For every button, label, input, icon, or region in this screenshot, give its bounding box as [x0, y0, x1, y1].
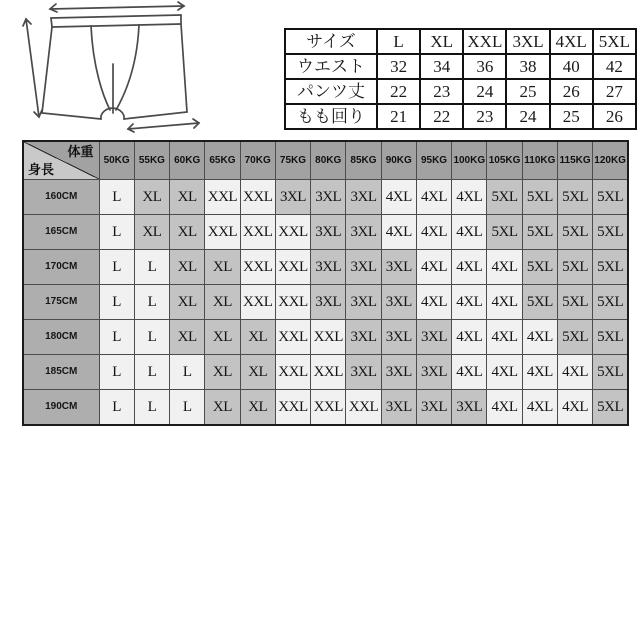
size-cell: XL	[170, 285, 205, 320]
size-cell: 5XL	[557, 285, 592, 320]
size-cell: 4XL	[416, 250, 451, 285]
size-cell: 3XL	[452, 390, 487, 426]
weight-column-header: 115KG	[557, 141, 592, 180]
size-cell: 3XL	[416, 390, 451, 426]
weight-column-header: 95KG	[416, 141, 451, 180]
matrix-row	[23, 215, 628, 250]
size-cell: XL	[170, 320, 205, 355]
spec-value-cell: 36	[463, 54, 506, 79]
height-row-header: 175CM	[23, 285, 99, 320]
size-cell: XXL	[275, 285, 310, 320]
spec-row	[285, 104, 636, 129]
size-cell: 3XL	[346, 215, 381, 250]
size-spec-table-body	[285, 29, 636, 129]
size-cell: XL	[205, 250, 240, 285]
size-cell: L	[134, 285, 169, 320]
size-cell: L	[99, 355, 134, 390]
size-cell: 3XL	[381, 390, 416, 426]
weight-column-header: 120KG	[593, 141, 628, 180]
spec-corner-label: サイズ	[285, 29, 377, 54]
weight-column-header: 90KG	[381, 141, 416, 180]
weight-column-header: 110KG	[522, 141, 557, 180]
size-cell: 5XL	[487, 180, 522, 215]
size-cell: L	[99, 215, 134, 250]
size-cell: 4XL	[557, 355, 592, 390]
height-row-header: 180CM	[23, 320, 99, 355]
boxer-shorts-drawing	[12, 0, 217, 135]
size-cell: 3XL	[311, 250, 346, 285]
spec-value-cell: 32	[377, 54, 420, 79]
size-cell: 4XL	[487, 390, 522, 426]
height-axis-label: 身長	[28, 162, 55, 177]
size-cell: 5XL	[522, 180, 557, 215]
size-cell: L	[134, 250, 169, 285]
size-cell: 3XL	[346, 180, 381, 215]
size-cell: L	[99, 250, 134, 285]
waist-measure-arrow	[50, 2, 184, 12]
size-cell: XL	[205, 320, 240, 355]
size-cell: 4XL	[381, 180, 416, 215]
size-cell: L	[170, 390, 205, 426]
spec-value-cell: 38	[506, 54, 549, 79]
size-cell: XL	[170, 250, 205, 285]
size-cell: 3XL	[311, 180, 346, 215]
matrix-row	[23, 285, 628, 320]
matrix-table-body	[23, 180, 628, 426]
size-cell: 4XL	[452, 355, 487, 390]
spec-size-header: 3XL	[506, 29, 549, 54]
height-row-header: 170CM	[23, 250, 99, 285]
size-cell: 3XL	[416, 355, 451, 390]
size-cell: 4XL	[452, 215, 487, 250]
spec-size-header: 5XL	[593, 29, 636, 54]
size-cell: XL	[240, 320, 275, 355]
matrix-corner-cell	[23, 141, 99, 180]
spec-row-label: パンツ丈	[285, 79, 377, 104]
size-cell: XXL	[205, 180, 240, 215]
size-cell: XXL	[240, 250, 275, 285]
size-cell: XL	[240, 390, 275, 426]
size-cell: 4XL	[487, 285, 522, 320]
spec-value-cell: 25	[506, 79, 549, 104]
size-cell: 5XL	[593, 355, 628, 390]
size-cell: XL	[134, 215, 169, 250]
weight-column-header: 85KG	[346, 141, 381, 180]
spec-row	[285, 79, 636, 104]
spec-value-cell: 42	[593, 54, 636, 79]
size-cell: 5XL	[593, 390, 628, 426]
size-cell: XXL	[275, 390, 310, 426]
size-cell: XL	[205, 285, 240, 320]
size-cell: XXL	[240, 285, 275, 320]
height-weight-matrix-table	[22, 140, 629, 426]
weight-column-header: 75KG	[275, 141, 310, 180]
size-cell: 4XL	[452, 285, 487, 320]
spec-value-cell: 21	[377, 104, 420, 129]
size-cell: 4XL	[416, 215, 451, 250]
matrix-row	[23, 180, 628, 215]
spec-row-label: もも回り	[285, 104, 377, 129]
size-cell: XXL	[275, 355, 310, 390]
weight-column-header: 60KG	[170, 141, 205, 180]
size-cell: L	[134, 355, 169, 390]
weight-column-header: 80KG	[311, 141, 346, 180]
size-cell: 5XL	[522, 285, 557, 320]
size-cell: L	[99, 320, 134, 355]
size-spec-table	[284, 28, 637, 130]
size-cell: XXL	[205, 215, 240, 250]
length-measure-arrow	[23, 19, 42, 117]
spec-value-cell: 23	[463, 104, 506, 129]
spec-header-row	[285, 29, 636, 54]
size-cell: 4XL	[416, 180, 451, 215]
spec-value-cell: 27	[593, 79, 636, 104]
size-cell: L	[99, 285, 134, 320]
size-cell: 4XL	[416, 285, 451, 320]
boxer-shorts-sketch-svg	[12, 0, 217, 135]
size-cell: L	[170, 355, 205, 390]
size-cell: L	[134, 390, 169, 426]
size-cell: XL	[170, 180, 205, 215]
size-cell: 3XL	[275, 180, 310, 215]
matrix-row	[23, 320, 628, 355]
size-cell: 4XL	[522, 320, 557, 355]
size-cell: 4XL	[452, 320, 487, 355]
size-cell: 5XL	[557, 250, 592, 285]
size-cell: XL	[170, 215, 205, 250]
size-cell: XXL	[311, 355, 346, 390]
height-row-header: 185CM	[23, 355, 99, 390]
size-cell: XL	[205, 355, 240, 390]
size-cell: 4XL	[487, 355, 522, 390]
size-cell: 5XL	[593, 285, 628, 320]
weight-column-header: 70KG	[240, 141, 275, 180]
size-cell: 3XL	[311, 215, 346, 250]
matrix-row	[23, 390, 628, 426]
size-cell: 3XL	[381, 320, 416, 355]
matrix-row	[23, 250, 628, 285]
size-cell: L	[99, 390, 134, 426]
size-cell: 3XL	[346, 250, 381, 285]
size-cell: 3XL	[346, 285, 381, 320]
size-cell: XXL	[240, 180, 275, 215]
size-cell: 5XL	[557, 215, 592, 250]
size-cell: XL	[240, 355, 275, 390]
spec-size-header: 4XL	[550, 29, 593, 54]
size-cell: XXL	[275, 215, 310, 250]
spec-value-cell: 22	[377, 79, 420, 104]
height-row-header: 190CM	[23, 390, 99, 426]
size-cell: 4XL	[381, 215, 416, 250]
size-cell: 5XL	[487, 215, 522, 250]
size-cell: 4XL	[487, 320, 522, 355]
size-cell: 5XL	[557, 320, 592, 355]
size-cell: 3XL	[346, 320, 381, 355]
size-cell: XL	[134, 180, 169, 215]
size-cell: L	[99, 180, 134, 215]
weight-column-header: 50KG	[99, 141, 134, 180]
size-cell: XXL	[275, 320, 310, 355]
size-cell: XXL	[311, 390, 346, 426]
weight-column-header: 105KG	[487, 141, 522, 180]
size-cell: 3XL	[381, 355, 416, 390]
size-cell: 4XL	[522, 355, 557, 390]
spec-value-cell: 24	[463, 79, 506, 104]
shorts-body	[42, 24, 187, 119]
spec-value-cell: 40	[550, 54, 593, 79]
spec-row	[285, 54, 636, 79]
spec-value-cell: 25	[550, 104, 593, 129]
size-cell: XL	[205, 390, 240, 426]
spec-row-label: ウエスト	[285, 54, 377, 79]
matrix-row	[23, 355, 628, 390]
weight-column-header: 55KG	[134, 141, 169, 180]
size-cell: XXL	[346, 390, 381, 426]
height-row-header: 165CM	[23, 215, 99, 250]
size-cell: 4XL	[522, 390, 557, 426]
spec-size-header: L	[377, 29, 420, 54]
size-cell: 3XL	[311, 285, 346, 320]
size-cell: 5XL	[557, 180, 592, 215]
size-cell: 4XL	[452, 250, 487, 285]
size-cell: 5XL	[522, 250, 557, 285]
size-cell: 5XL	[593, 215, 628, 250]
matrix-header-row	[23, 141, 628, 180]
spec-size-header: XXL	[463, 29, 506, 54]
size-cell: XXL	[275, 250, 310, 285]
size-cell: XXL	[311, 320, 346, 355]
size-cell: 3XL	[416, 320, 451, 355]
size-cell: L	[134, 320, 169, 355]
spec-value-cell: 26	[550, 79, 593, 104]
size-cell: 5XL	[593, 250, 628, 285]
height-row-header: 160CM	[23, 180, 99, 215]
size-cell: 3XL	[381, 285, 416, 320]
size-cell: 5XL	[593, 180, 628, 215]
size-cell: 4XL	[487, 250, 522, 285]
weight-column-header: 65KG	[205, 141, 240, 180]
size-cell: XXL	[240, 215, 275, 250]
spec-value-cell: 26	[593, 104, 636, 129]
size-cell: 4XL	[452, 180, 487, 215]
spec-size-header: XL	[420, 29, 463, 54]
size-cell: 5XL	[522, 215, 557, 250]
fly-seams	[91, 25, 139, 113]
spec-value-cell: 23	[420, 79, 463, 104]
size-cell: 5XL	[593, 320, 628, 355]
waistband	[51, 15, 181, 27]
size-cell: 3XL	[381, 250, 416, 285]
weight-axis-label: 体重	[67, 144, 94, 159]
size-cell: 4XL	[557, 390, 592, 426]
weight-column-header: 100KG	[452, 141, 487, 180]
size-cell: 3XL	[346, 355, 381, 390]
spec-value-cell: 34	[420, 54, 463, 79]
spec-value-cell: 22	[420, 104, 463, 129]
spec-value-cell: 24	[506, 104, 549, 129]
leg-measure-arrow	[128, 119, 199, 132]
